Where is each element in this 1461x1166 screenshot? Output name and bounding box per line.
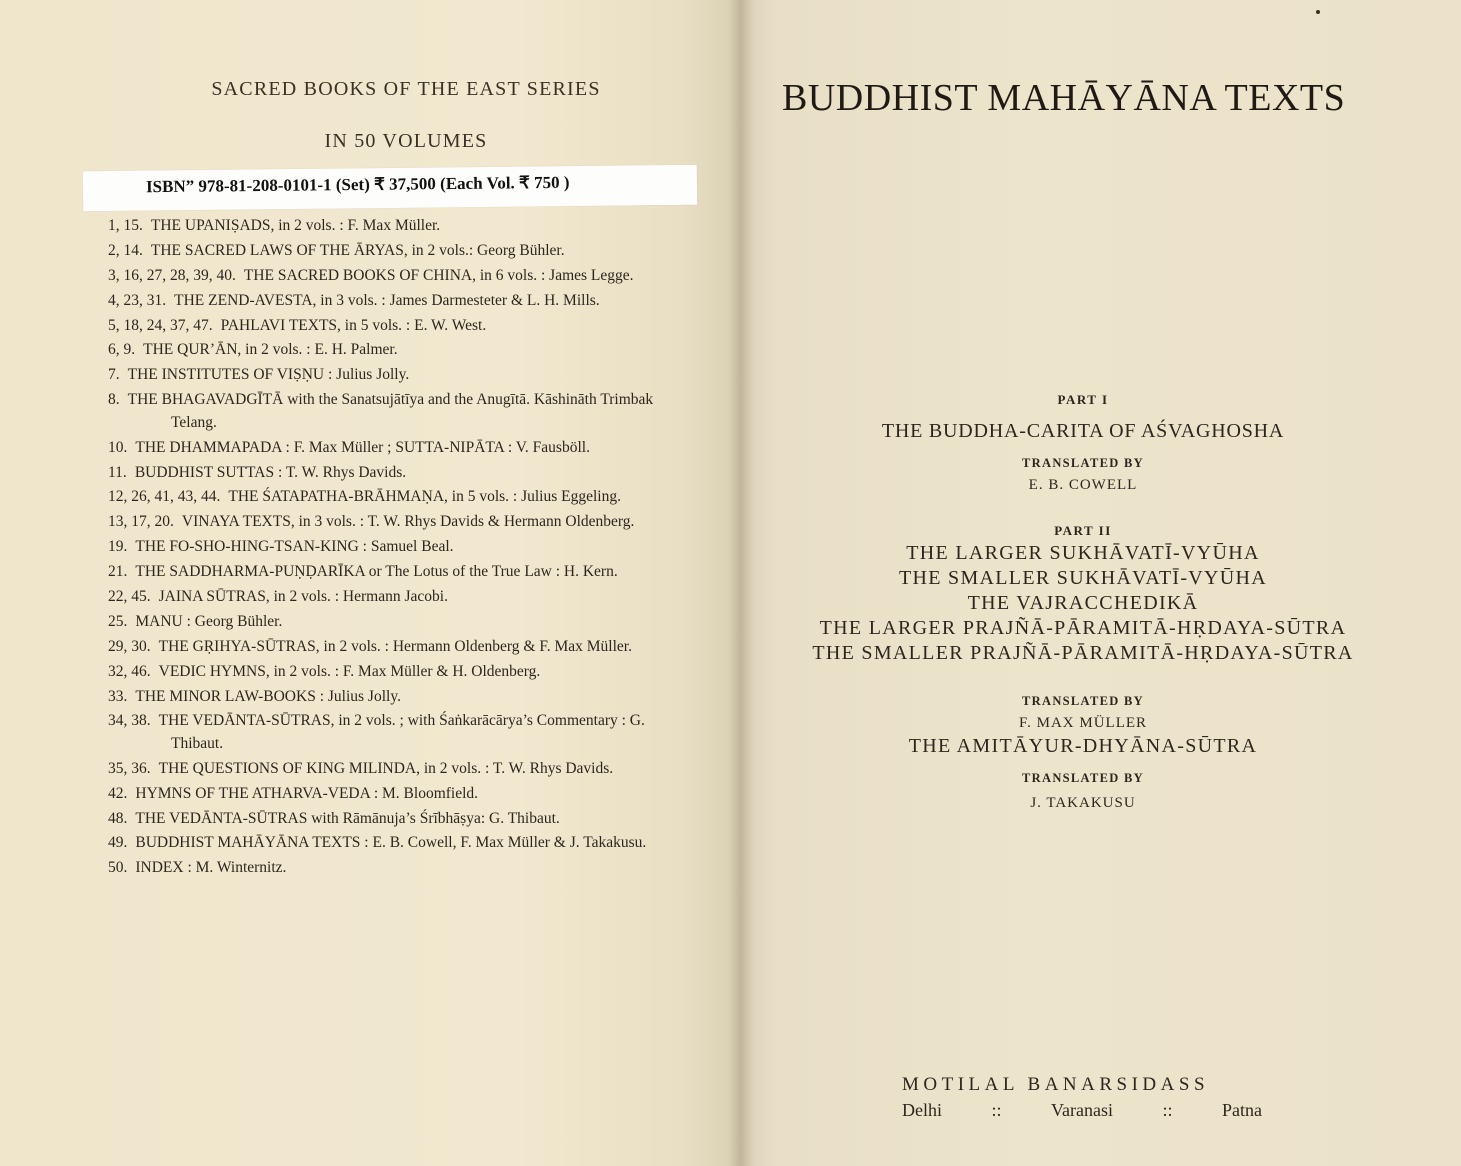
city-separator: :: <box>1162 1100 1173 1120</box>
volume-number: 2, 14. <box>108 241 143 259</box>
volume-entry <box>108 536 694 559</box>
volume-number: 3, 16, 27, 28, 39, 40. <box>108 266 236 284</box>
volume-text: THE QUESTIONS OF KING MILINDA, in 2 vols. : T. W. Rhys Davids. <box>158 759 614 777</box>
volume-entry <box>108 758 694 781</box>
volume-text: BUDDHIST MAHĀYĀNA TEXTS : E. B. Cowell, F. Max Müller & J. Takakusu. <box>135 834 647 852</box>
part-2-translated-by-2: TRANSLATED BY <box>1022 771 1144 785</box>
volume-number: 50. <box>108 859 128 877</box>
volume-entry <box>108 240 694 263</box>
part-1-translated-by: TRANSLATED BY <box>1022 456 1144 470</box>
volume-number: 5, 18, 24, 37, 47. <box>108 316 213 334</box>
volume-text: VEDIC HYMNS, in 2 vols. : F. Max Müller & H. Oldenberg. <box>158 662 541 680</box>
volume-number: 21. <box>108 563 128 581</box>
volume-entry <box>108 661 694 684</box>
volume-text: THE FO-SHO-HING-TSAN-KING : Samuel Beal. <box>135 538 454 556</box>
part-1-label: PART I <box>1057 392 1109 407</box>
volume-entry <box>108 339 694 362</box>
paper-speck <box>1316 10 1320 14</box>
volume-number: 19. <box>108 538 128 556</box>
volume-entry <box>108 265 694 288</box>
volume-entry <box>108 389 694 434</box>
series-title: SACRED BOOKS OF THE EAST SERIES <box>211 78 601 100</box>
volume-entry <box>108 710 694 755</box>
city-separator: :: <box>991 1100 1002 1120</box>
volume-text: JAINA SŪTRAS, in 2 vols. : Hermann Jacobi. <box>158 587 448 605</box>
volume-number: 6, 9. <box>108 341 136 359</box>
volume-text: THE UPANIṢADS, in 2 vols. : F. Max Müller. <box>150 217 441 234</box>
volume-entry <box>108 215 694 238</box>
city-delhi: Delhi <box>902 1100 942 1120</box>
part-2-translator-2: J. TAKAKUSU <box>1030 795 1136 811</box>
book-title: BUDDHIST MAHĀYĀNA TEXTS <box>782 77 1346 119</box>
volume-number: 29, 30. <box>108 637 151 655</box>
isbn-label: ISBN” 978-81-208-0101-1 (Set) ₹ 37,500 (Each Vol. ₹ 750 ) <box>145 172 570 197</box>
volume-entry <box>108 511 694 534</box>
city-varanasi: Varanasi <box>1050 1100 1113 1120</box>
part-2-translator: F. MAX MÜLLER <box>1018 715 1148 731</box>
series-subtitle: IN 50 VOLUMES <box>324 130 488 152</box>
volume-entry <box>108 808 694 831</box>
part-1-title: THE BUDDHA-CARITA OF AŚVAGHOSHA <box>881 420 1285 442</box>
volume-text: INDEX : M. Winternitz. <box>135 859 287 877</box>
volume-entry <box>108 437 694 460</box>
volume-text: THE DHAMMAPADA : F. Max Müller ; SUTTA-NIPĀTA : V. Fausböll. <box>135 438 590 456</box>
volume-text: THE QUR’ĀN, in 2 vols. : E. H. Palmer. <box>143 341 398 359</box>
volume-entry <box>108 364 694 387</box>
volume-list <box>108 215 694 882</box>
volume-number: 32, 46. <box>108 662 151 680</box>
part-2-text: THE LARGER PRAJÑĀ-PĀRAMITĀ-HṚDAYA-SŪTRA <box>819 617 1347 639</box>
part-2-text: THE SMALLER SUKHĀVATĪ-VYŪHA <box>898 567 1268 589</box>
volume-text: THE BHAGAVADGĪTĀ with the Sanatsujātīya and the Anugītā. Kāshināth Trimbak Telang. <box>127 391 654 431</box>
volume-text: THE MINOR LAW-BOOKS : Julius Jolly. <box>135 687 401 705</box>
volume-number: 34, 38. <box>108 712 151 730</box>
volume-text: BUDDHIST SUTTAS : T. W. Rhys Davids. <box>134 463 407 481</box>
city-patna: Patna <box>1221 1100 1262 1120</box>
volume-entry <box>108 857 694 880</box>
volume-entry <box>108 686 694 709</box>
publisher-cities <box>902 1100 1262 1121</box>
volume-entry <box>108 586 694 609</box>
volume-text: THE ŚATAPATHA-BRĀHMAṆA, in 5 vols. : Julius Eggeling. <box>228 488 621 506</box>
volume-number: 48. <box>108 809 128 827</box>
volume-number: 12, 26, 41, 43, 44. <box>108 488 221 506</box>
volume-text: THE VEDĀNTA-SŪTRAS, in 2 vols. ; with Śaṅkarācārya’s Commentary : G. Thibaut. <box>158 712 645 752</box>
volume-number: 11. <box>108 463 127 481</box>
volume-entry <box>108 832 694 855</box>
volume-number: 25. <box>108 612 128 630</box>
volume-number: 49. <box>108 834 128 852</box>
volume-text: MANU : Georg Bühler. <box>135 612 283 630</box>
part-2-text: THE LARGER SUKHĀVATĪ-VYŪHA <box>906 542 1260 564</box>
volume-text: HYMNS OF THE ATHARVA-VEDA : M. Bloomfield. <box>135 784 479 802</box>
volume-entry <box>108 611 694 634</box>
part-2-translated-by: TRANSLATED BY <box>1022 694 1144 708</box>
part-2-label: PART II <box>1054 523 1112 538</box>
volume-number: 35, 36. <box>108 759 151 777</box>
volume-entry <box>108 315 694 338</box>
volume-text: THE ZEND-AVESTA, in 3 vols. : James Darmesteter & L. H. Mills. <box>174 291 600 309</box>
volume-entry <box>108 486 694 509</box>
volume-text: THE INSTITUTES OF VIṢṆU : Julius Jolly. <box>127 366 410 384</box>
volume-text: PAHLAVI TEXTS, in 5 vols. : E. W. West. <box>220 316 487 334</box>
volume-entry <box>108 462 694 485</box>
volume-text: THE SADDHARMA-PUṆḌARĪKA or The Lotus of the True Law : H. Kern. <box>135 563 618 581</box>
publisher-name: MOTILAL BANARSIDASS <box>902 1074 1210 1095</box>
volume-number: 42. <box>108 784 128 802</box>
volume-number: 7. <box>108 366 120 384</box>
volume-text: THE SACRED BOOKS OF CHINA, in 6 vols. : James Legge. <box>243 266 634 284</box>
volume-number: 22, 45. <box>108 587 151 605</box>
volume-text: VINAYA TEXTS, in 3 vols. : T. W. Rhys Davids & Hermann Oldenberg. <box>181 513 635 531</box>
volume-number: 4, 23, 31. <box>108 291 167 309</box>
volume-number: 1, 15. <box>108 217 143 234</box>
volume-entry <box>108 783 694 806</box>
volume-entry <box>108 290 694 313</box>
volume-number: 33. <box>108 687 128 705</box>
volume-entry <box>108 636 694 659</box>
volume-entry <box>108 561 694 584</box>
volume-text: THE SACRED LAWS OF THE ĀRYAS, in 2 vols.: Georg Bühler. <box>150 241 565 259</box>
volume-text: THE VEDĀNTA-SŪTRAS with Rāmānuja’s Śrībhāṣya: G. Thibaut. <box>135 809 560 827</box>
volume-number: 8. <box>108 391 120 409</box>
part-2-text: THE VAJRACCHEDIKĀ <box>967 592 1199 614</box>
part-1-translator: E. B. COWELL <box>1028 477 1138 493</box>
part-2-extra-text: THE AMITĀYUR-DHYĀNA-SŪTRA <box>908 735 1258 757</box>
volume-number: 10. <box>108 438 128 456</box>
volume-number: 13, 17, 20. <box>108 513 174 531</box>
volume-text: THE GṚIHYA-SŪTRAS, in 2 vols. : Hermann Oldenberg & F. Max Müller. <box>158 637 632 655</box>
part-2-text: THE SMALLER PRAJÑĀ-PĀRAMITĀ-HṚDAYA-SŪTRA <box>812 642 1354 664</box>
